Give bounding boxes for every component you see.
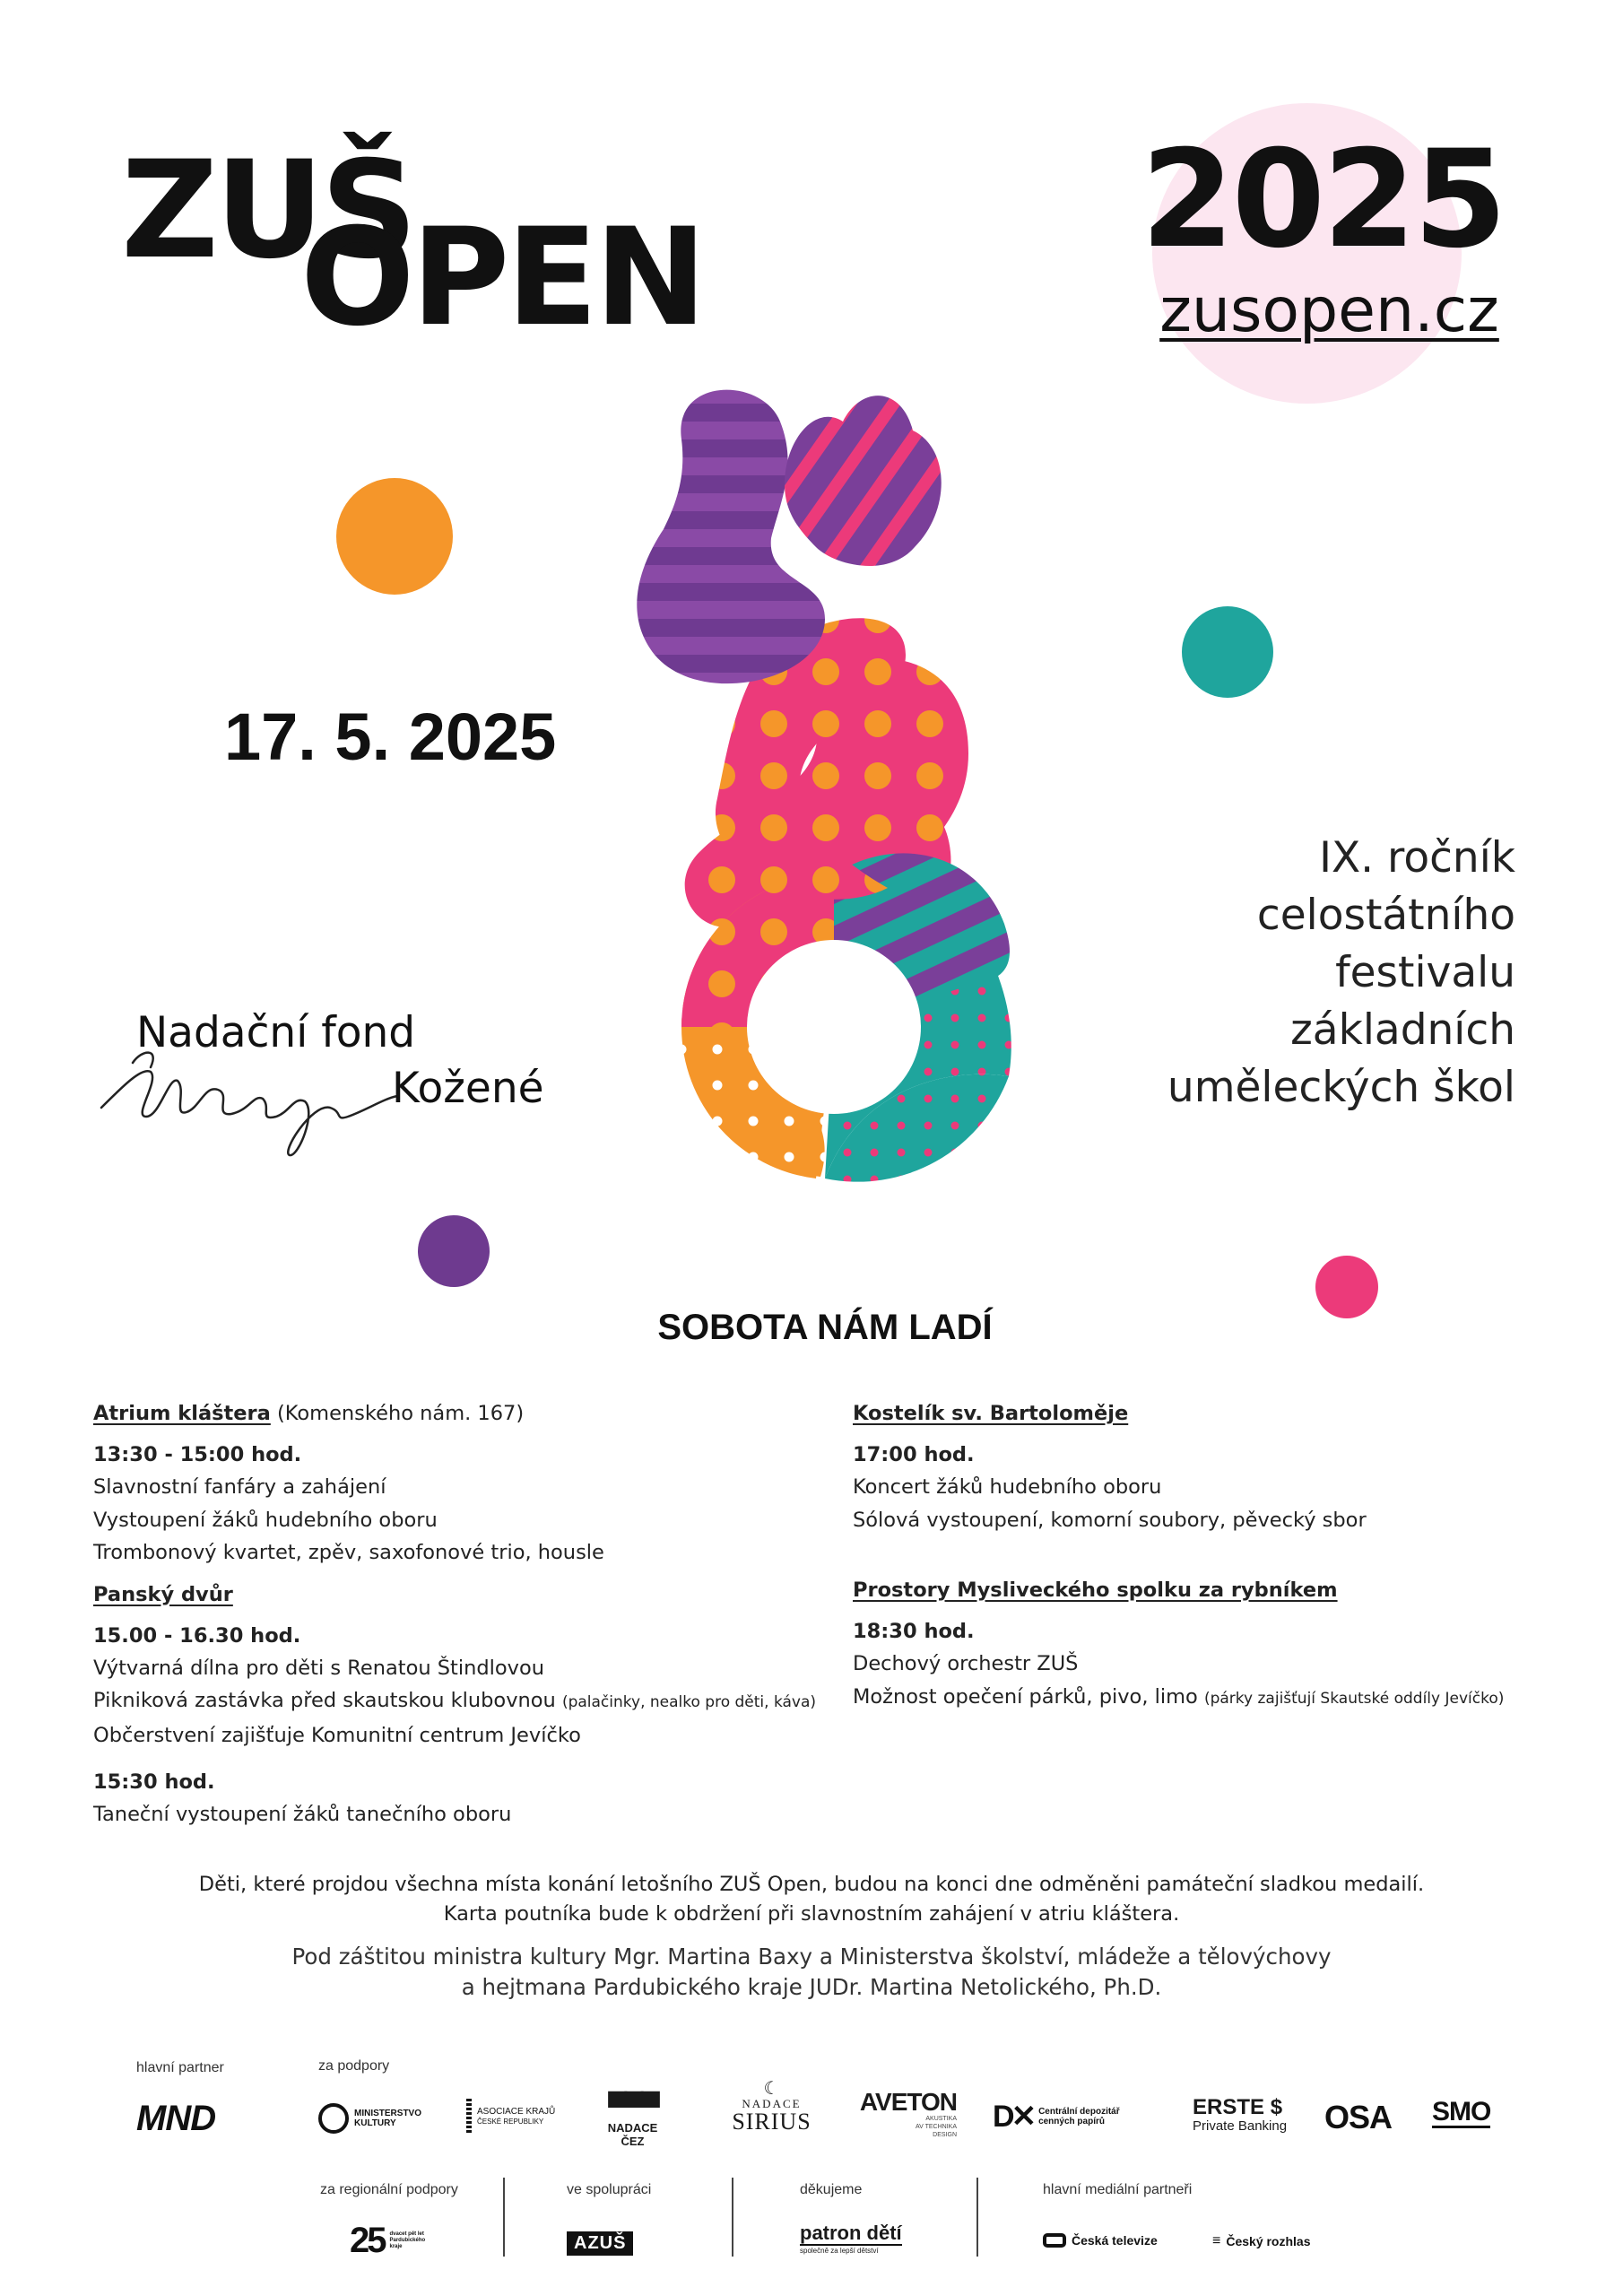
logo-caption	[354, 2109, 421, 2128]
program-time: 15.00 - 16.30 hod.	[93, 1623, 301, 1648]
logo-open: OPEN	[300, 200, 704, 356]
logo-caption-line: MINISTERSTVO	[354, 2109, 422, 2118]
website-link[interactable]: zusopen.cz	[1159, 275, 1499, 346]
ct-screen-icon	[1043, 2233, 1066, 2248]
logo-caption-line: cenných papírů	[1038, 2117, 1105, 2126]
barcode-icon	[466, 2099, 472, 2135]
foundation-name-line1: Nadační fond	[136, 1008, 416, 1057]
program-time: 13:30 - 15:00 hod.	[93, 1443, 302, 1466]
venue-title: Kostelík sv. Bartoloměje	[853, 1402, 1129, 1425]
logo-caption: Český rozhlas	[1226, 2234, 1311, 2248]
festival-year: 2025	[1141, 122, 1505, 278]
nadace-sirius-logo	[725, 2081, 819, 2133]
program-item: Občerstvení zajišťuje Komunitní centrum Jevíčko	[93, 1723, 581, 1747]
program-item-text: Možnost opečení párků, pivo, limo	[853, 1684, 1204, 1709]
logo-caption-line: Centrální depozitář	[1038, 2107, 1120, 2117]
logo-caption-line: ČESKÉ REPUBLIKY	[477, 2118, 544, 2126]
ceska-televize-logo	[1043, 2233, 1158, 2248]
venue-title: Panský dvůr	[93, 1582, 233, 1606]
logo-caption: AKUSTIKA	[925, 2116, 957, 2122]
notice-line: Děti, které projdou všechna místa konání letošního ZUŠ Open, budou na konci dne odměněni památeční sladkou medailí.	[198, 1873, 1425, 1896]
patronage-line: a hejtmana Pardubického kraje JUDr. Martina Netolického, Ph.D.	[461, 1974, 1162, 2000]
program-item: Výtvarná dílna pro děti s Renatou Štindlovou	[93, 1656, 545, 1680]
logo-caption-line: kraje	[389, 2243, 403, 2249]
event-motto: SOBOTA NÁM LADÍ	[657, 1308, 993, 1347]
purple-dot	[418, 1215, 490, 1287]
logo-caption: NADACE	[742, 2097, 802, 2110]
patron-deti-logo	[800, 2222, 902, 2257]
divider	[976, 2178, 978, 2257]
festival-tagline	[1094, 830, 1515, 1117]
cez-mark-icon: ▀▀▀	[608, 2092, 657, 2122]
tagline-line: celostátního	[1256, 891, 1515, 940]
azus-logo: AZUŠ	[567, 2231, 633, 2256]
logo-caption-line: dvacet pět let	[389, 2231, 424, 2237]
program-block-pansky-dvur	[93, 1578, 864, 1831]
logo-caption: AVETON	[859, 2088, 957, 2116]
cooperation-label: ve spolupráci	[567, 2182, 652, 2197]
cro-mark-icon: ≡	[1212, 2233, 1221, 2248]
foundation-name-line2: Kožené	[392, 1064, 544, 1113]
main-partner-label: hlavní partner	[136, 2060, 224, 2075]
pardubicky-kraj-25-logo	[350, 2222, 425, 2258]
cesky-rozhlas-logo	[1212, 2233, 1311, 2249]
program-item: Sólová vystoupení, komorní soubory, pěvecký sbor	[853, 1508, 1367, 1532]
program-left-column	[93, 1397, 864, 1840]
logo-caption: 25	[350, 2221, 385, 2260]
program-time: 17:00 hod.	[853, 1443, 975, 1466]
program-item: Dechový orchestr ZUŠ	[853, 1652, 1079, 1675]
program-block-kostelik	[853, 1397, 1597, 1536]
logo-caption	[1193, 2097, 1287, 2118]
osa-logo: OSA	[1324, 2099, 1393, 2135]
smo-logo: SMO	[1432, 2097, 1491, 2126]
logo-caption-line: ASOCIACE KRAJŮ	[477, 2107, 556, 2117]
notice-line: Karta poutníka bude k obdržení při slavnostním zahájení v atriu kláštera.	[443, 1902, 1180, 1926]
program-block-myslivci	[853, 1574, 1597, 1715]
program-time: 18:30 hod.	[853, 1620, 975, 1643]
program-item-note: (palačinky, nealko pro děti, káva)	[561, 1693, 817, 1711]
tagline-line: IX. ročník	[1319, 833, 1515, 883]
program-item: Vystoupení žáků hudebního oboru	[93, 1508, 438, 1532]
divider	[503, 2178, 505, 2257]
divider	[732, 2178, 733, 2257]
erste-s-icon: $	[1270, 2095, 1283, 2119]
venue-title: Prostory Mysliveckého spolku za rybníkem	[853, 1578, 1338, 1602]
cdcp-mark-icon: D✕	[993, 2100, 1034, 2134]
logo-caption: Česká televize	[1072, 2233, 1158, 2248]
logo-caption: Private Banking	[1193, 2118, 1288, 2134]
patronage-line: Pod záštitou ministra kultury Mgr. Martina Baxy a Ministerstva školství, mládeže a tělovýchovy	[291, 1944, 1332, 1970]
logo-caption-line: ERSTE	[1193, 2095, 1265, 2119]
aveton-logo	[858, 2090, 957, 2139]
cdcp-logo	[993, 2100, 1120, 2134]
logo-caption	[390, 2231, 426, 2250]
erste-logo	[1193, 2097, 1287, 2135]
logo-zus: ZUŠ	[121, 133, 414, 289]
moon-icon: ☾	[763, 2079, 780, 2099]
venue-address: (Komenského nám. 167)	[270, 1402, 525, 1425]
event-date: 17. 5. 2025	[224, 700, 557, 774]
program-item: Trombonový kvartet, zpěv, saxofonové trio, housle	[93, 1541, 604, 1564]
media-partners-label: hlavní mediální partneři	[1043, 2182, 1193, 2197]
venue-title: Atrium kláštera	[93, 1402, 271, 1425]
logo-caption: NADACE ČEZ	[607, 2121, 658, 2148]
program-time: 15:30 hod.	[93, 1770, 215, 1794]
logo-caption	[1038, 2107, 1120, 2126]
signature-icon	[97, 1031, 402, 1161]
logo-caption: DESIGN	[933, 2132, 957, 2138]
program-item: Slavnostní fanfáry a zahájení	[93, 1475, 386, 1499]
ministry-culture-logo	[318, 2103, 421, 2134]
ministry-emblem-icon	[318, 2103, 349, 2134]
festival-figure-illustration	[592, 386, 1094, 1292]
logo-caption: společně za lepší dětství	[800, 2247, 879, 2255]
tagline-line: festivalu	[1335, 948, 1515, 997]
logo-caption-line: Pardubického	[389, 2237, 426, 2243]
program-item	[853, 1681, 1597, 1716]
regional-support-label: za regionální podpory	[320, 2182, 458, 2197]
medal-notice	[90, 1870, 1533, 1929]
thanks-label: děkujeme	[800, 2182, 863, 2197]
support-label: za podpory	[318, 2058, 390, 2074]
logo-caption: patron dětí	[800, 2222, 902, 2244]
orange-dot	[336, 478, 453, 595]
logo-caption: AV TECHNIKA	[915, 2124, 957, 2130]
program-block-atrium	[93, 1397, 864, 1570]
program-item-note: (párky zajišťují Skautské oddíly Jevíčko)	[1203, 1689, 1505, 1708]
logo-caption: SIRIUS	[732, 2109, 812, 2135]
program-item-text: Pikniková zastávka před skautskou klubovnou	[93, 1689, 562, 1712]
nadace-cez-logo	[595, 2094, 671, 2148]
logo-caption	[477, 2107, 555, 2126]
teal-dot	[1182, 606, 1273, 698]
program-item	[93, 1684, 864, 1719]
logo-caption-line: KULTURY	[354, 2118, 396, 2128]
program-item: Koncert žáků hudebního oboru	[853, 1475, 1162, 1499]
program-right-column	[853, 1397, 1597, 1724]
patronage-notice	[90, 1942, 1533, 2003]
pink-dot	[1315, 1256, 1378, 1318]
asociace-kraju-logo	[466, 2099, 555, 2135]
mnd-logo: MND	[136, 2099, 216, 2138]
program-item: Taneční vystoupení žáků tanečního oboru	[93, 1803, 512, 1826]
tagline-line: základních	[1290, 1005, 1515, 1055]
tagline-line: uměleckých škol	[1167, 1063, 1515, 1112]
